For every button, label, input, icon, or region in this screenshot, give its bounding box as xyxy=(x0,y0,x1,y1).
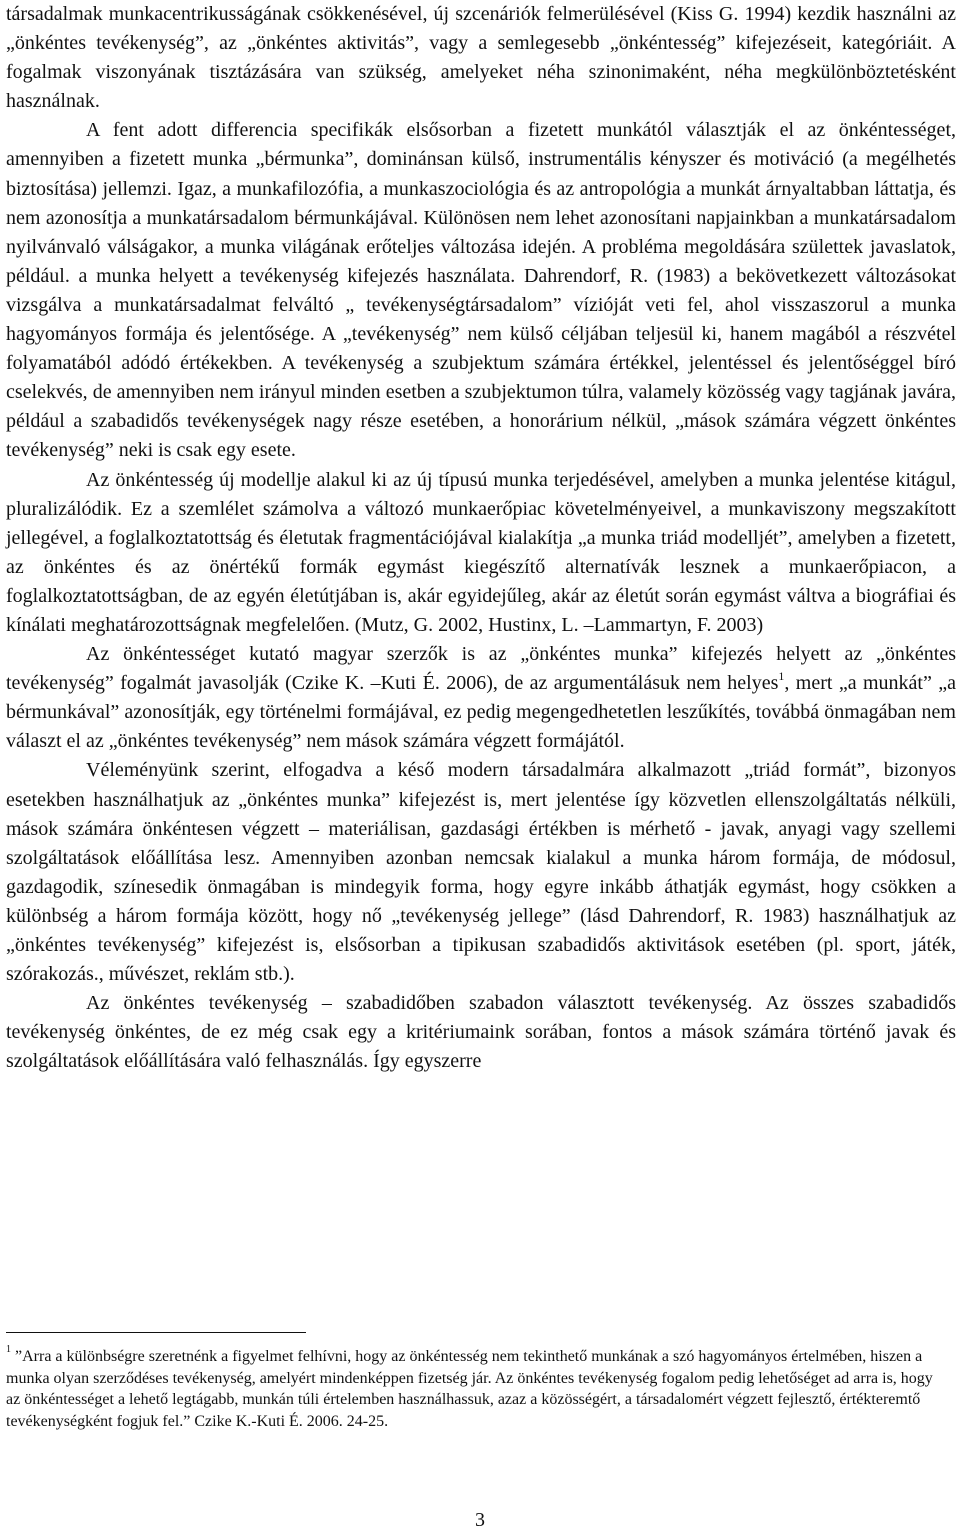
paragraph-3: Az önkéntesség új modellje alakul ki az új típusú munka terjedésével, amelyben a munka jelentése kitágul, pluralizálódik. Ez a szemlélet számolva a változó munkaerőpiac követelményeivel, a munkaviszony megszakított jellegével, a foglalkoztatottság és életutak fragmentációjával kialakítja „a munka triád modelljét”, amelyben a fizetett, az önkéntes és az önértékű formák egymást kiegészítő alternatívák lesznek a munkaerőpiacon, a foglalkoztatottságban, de az egyén életútjában is, akár egyidejűleg, akár az életút során egymást váltva a biográfiai és kínálati meghatározottságnak megfelelően. (Mutz, G. 2002, Hustinx, L. –Lammartyn, F. 2003) xyxy=(6,468,956,636)
footnote-marker: 1 xyxy=(6,1343,11,1355)
paragraph-1: társadalmak munkacentrikusságának csökkenésével, új szcenáriók felmerülésével (Kiss G. 1994) kezdik használni az „önkéntes tevékenység”, az „önkéntes aktivitás”, vagy a semlegesebb „önkéntesség” kifejezéseit, kategóriáit. A fogalmak viszonyának tisztázására van szükség, amelyeket néha szinonimaként, néha megkülönböztetésként használnak. xyxy=(6,3,956,113)
paragraph-4-part-2: , mert „a munkát” „a bérmunkával” azonosítják, egy történelmi formájával, ez pedig megengedhetetlen leszűkítés, továbbá önmagában nem választ el az „önkéntes tevékenység” nem mások számára végzett formájától. xyxy=(6,672,957,753)
footnote-separator xyxy=(6,1332,306,1333)
footnote xyxy=(6,1343,936,1433)
paragraph-6: Az önkéntes tevékenység – szabadidőben szabadon választott tevékenység. Az összes szabadidős tevékenység önkéntes, de ez még csak egy a kritériumaink sorában, fontos a mások számára történő javak és szolgáltatások előállítására való felhasználás. Így egyszerre xyxy=(6,992,956,1073)
footnote-text: ”Arra a különbségre szeretnénk a figyelmet felhívni, hogy az önkéntesség nem tekinthető munkának a szó hagyományos értelmében, hiszen a munka olyan szerződéses tevékenység, amelyért mindenképpen fizetség jár. Az önkéntes tevékenység fogalom pedig lehetőséget ad arra is, hogy az önkéntességet a lehető legtágabb, munkán túli értelemben használhassuk, azaz a közösségért, a társadalomért végzett fejlesztő, értékteremtő tevékenységként fogjuk fel.” Czike K.-Kuti É. 2006. 24-25. xyxy=(6,1348,933,1431)
footnote-reference[interactable]: 1 xyxy=(778,668,785,683)
body-text xyxy=(6,0,956,1076)
paragraph-4 xyxy=(6,640,956,756)
paragraph-5: Véleményünk szerint, elfogadva a késő modern társadalmára alkalmazott „triád formát”, bizonyos esetekben használhatjuk az „önkéntes munka” kifejezést is, mert jelentése így közvetlen ellenszolgáltatás nélküli, mások számára önkéntesen végzett – materiálisan, gazdasági értékben is mérhető - javak, anyagi vagy szellemi szolgáltatások előállítása lesz. Amennyiben azonban nemcsak kialakul a munka három formája, de módosul, gazdagodik, színesedik önmagában is mindegyik forma, hogy egyre inkább áthatják egymást, hogy csökken a különbség a három formája között, hogy nő „tevékenység jellege” (lásd Dahrendorf, R. 1983) használhatjuk az „önkéntes tevékenység” kifejezést is, elsősorban a tipikusan szabadidős aktivitások esetében (pl. sport, játék, szórakozás., művészet, reklám stb.). xyxy=(6,759,956,986)
paragraph-2: A fent adott differencia specifikák elsősorban a fizetett munkától választják el az önkéntességet, amennyiben a fizetett munka „bérmunka”, dominánsan külső, instrumentális kényszer és motiváció (a megélhetés biztosítása) jellemzi. Igaz, a munkafilozófia, a munkaszociológia és az antropológia a munkát árnyaltabban láttatja, és nem azonosítja a munkatársadalom bérmunkájával. Különösen nem lehet azonosítani napjainkban a munkatársadalom nyilvánvaló válságakor, a munka világának erőteljes változása idején. A probléma megoldására születtek javaslatok, például. a munka helyett a tevékenység kifejezés használata. Dahrendorf, R. (1983) a bekövetkezett változásokat vizsgálva a munkatársadalmat felváltó „ tevékenységtársadalom” vízióját veti fel, ahol visszaszorul a munka hagyományos formája és jelentősége. A „tevékenység” nem külső céljában teljesül ki, hanem magából a részvétel folyamatából adódó értékekben. A tevékenység a szubjektum számára értékkel, jelentéssel és jelentőséggel bíró cselekvés, de amennyiben nem irányul minden esetben a szubjektumon túlra, valamely közösség vagy tagjának javára, például a szabadidős tevékenységek nagy része esetében, a honorárium nélkül, „mások számára végzett önkéntes tevékenység” neki is csak egy esete. xyxy=(6,119,956,462)
page-number: 3 xyxy=(475,1509,485,1531)
paragraph-4-part-1: Az önkéntességet kutató magyar szerzők is az „önkéntes munka” kifejezés helyett az „önkéntes tevékenység” fogalmát javasolják (Czike K. –Kuti É. 2006), de az argumentálásuk nem helyes xyxy=(6,643,956,695)
